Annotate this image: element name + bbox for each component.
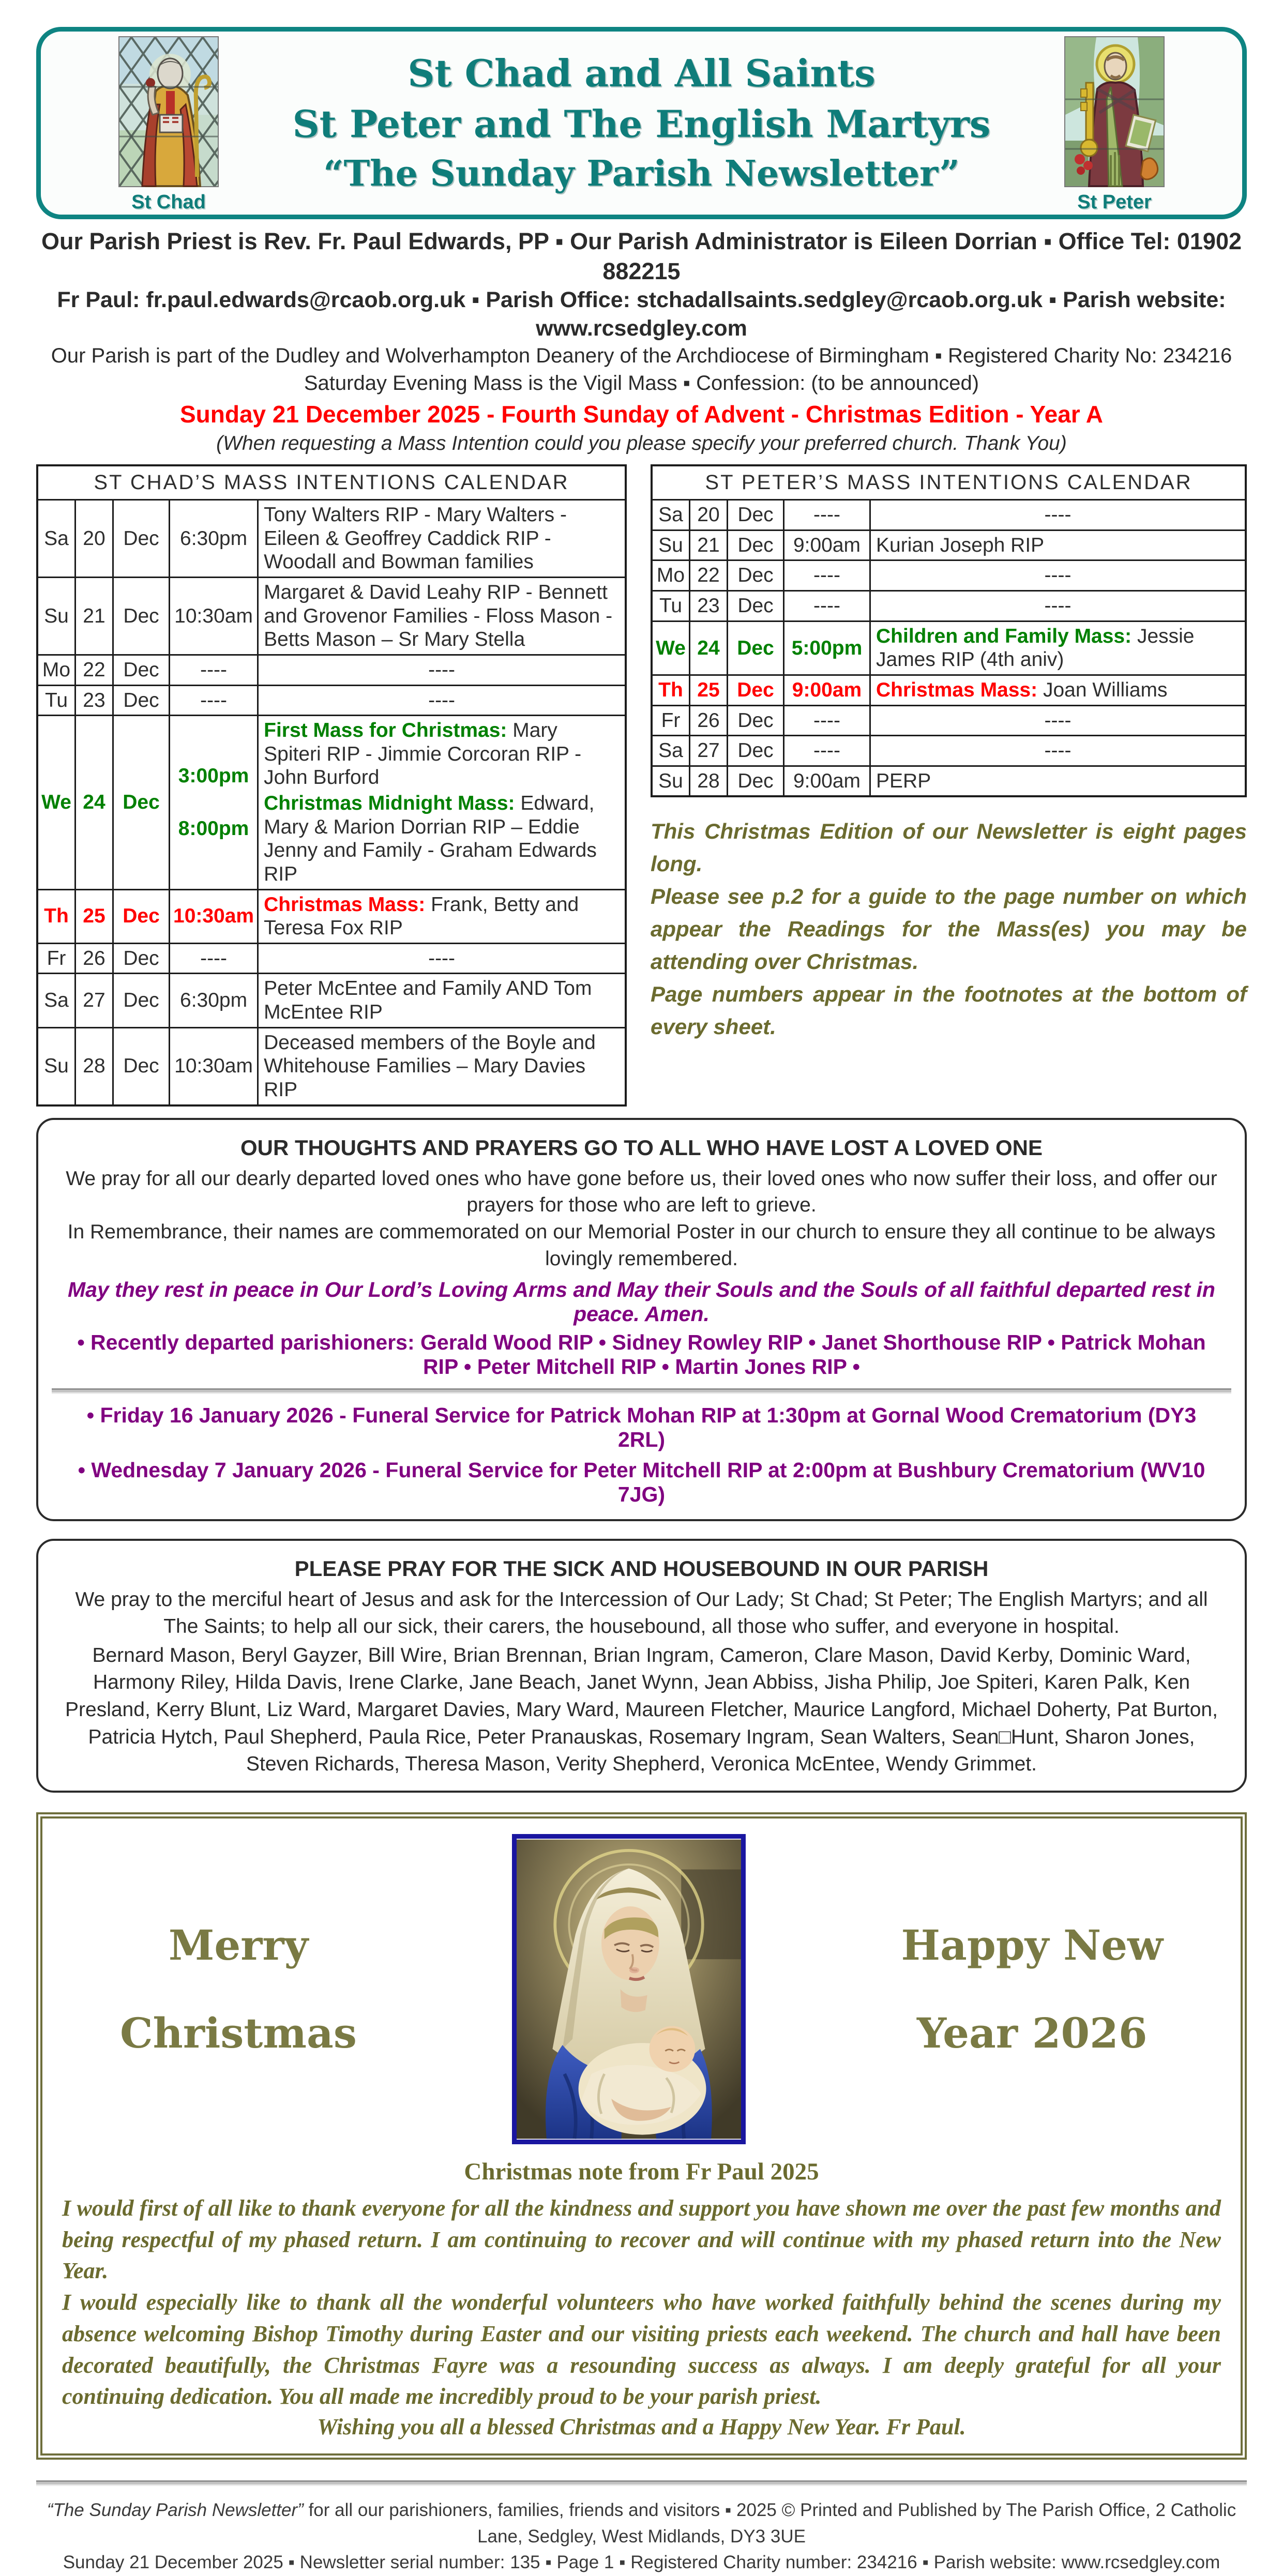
month-cell: Dec	[728, 736, 784, 766]
date-cell: 27	[76, 974, 113, 1027]
st-chad-stained-glass-image	[118, 36, 219, 187]
funeral-notice-2: • Wednesday 7 January 2026 - Funeral Service for Peter Mitchell RIP at 2:00pm at Bushbury Crematorium (WV10 7JG)	[78, 1458, 1205, 1507]
st-peter-table-title: ST PETER’S MASS INTENTIONS CALENDAR	[652, 465, 1246, 499]
day-cell: Tu	[652, 591, 690, 622]
day-cell: We	[652, 621, 690, 675]
time-cell: 10:30am	[170, 578, 258, 655]
date-cell: 24	[690, 621, 728, 675]
mass-tables	[36, 464, 1247, 1106]
month-cell: Dec	[113, 1027, 170, 1105]
edition-date-line: Sunday 21 December 2025 - Fourth Sunday of Advent - Christmas Edition - Year A	[179, 400, 1104, 428]
christmas-greetings	[58, 1834, 1225, 2144]
christmas-edition-note	[651, 815, 1247, 1043]
christmas-eve-row	[652, 621, 1246, 675]
intention-cell	[870, 621, 1246, 675]
thoughts-prayers-box	[36, 1118, 1247, 1521]
priest-admin-line: Our Parish Priest is Rev. Fr. Paul Edwards, PP ▪ Our Parish Administrator is Eileen Dorrian ▪ Office Tel: 01902 882215	[41, 228, 1242, 284]
date-cell: 25	[690, 675, 728, 705]
footer-line-2: Sunday 21 December 2025 ▪ Newsletter serial number: 135 ▪ Page 1 ▪ Registered Charity number: 234216 ▪ Parish website: www.rcsedgley.com	[63, 2552, 1220, 2573]
table-row	[37, 943, 626, 974]
parish-title-2: St Peter and The English Martyrs	[292, 102, 991, 146]
table-row	[652, 591, 1246, 622]
day-cell: Sa	[652, 736, 690, 766]
intention-cell: ----	[870, 560, 1246, 591]
st-chad-table-title: ST CHAD’S MASS INTENTIONS CALENDAR	[37, 465, 626, 499]
time-cell: ----	[170, 655, 258, 685]
mass-text: Mary Spiteri RIP - Jimmie Corcoran RIP - John Burford	[264, 719, 582, 789]
table-row	[652, 736, 1246, 766]
greeting-word: Year 2026	[916, 2008, 1148, 2057]
time-cell: 6:30pm	[170, 500, 258, 578]
date-cell: 23	[690, 591, 728, 622]
month-cell: Dec	[728, 591, 784, 622]
intention-cell	[258, 716, 626, 889]
day-cell: Mo	[652, 560, 690, 591]
fr-paul-paragraph-1: I would first of all like to thank everyone for all the kindness and support you have shown me over the past few months and being respectful of my phased return. I am continuing to recover and will continue with my phased return into the New Year.	[62, 2195, 1221, 2284]
st-peter-figure	[1064, 36, 1165, 214]
happy-new-year-greeting	[901, 1920, 1163, 2057]
merry-christmas-greeting	[120, 1920, 357, 2057]
intention-cell: ----	[870, 500, 1246, 531]
date-cell: 28	[690, 766, 728, 796]
fr-paul-note-title: Christmas note from Fr Paul 2025	[464, 2158, 819, 2185]
christmas-day-row	[652, 675, 1246, 705]
month-cell: Dec	[728, 766, 784, 796]
fr-paul-closing: Wishing you all a blessed Christmas and a Happy New Year. Fr Paul.	[317, 2414, 966, 2439]
sick-paragraph: We pray to the merciful heart of Jesus and ask for the Intercession of Our Lady; St Chad; St Peter; The English Martyrs; and all The Saints; to help all our sick, their carers, the housebound, all those who suffer, and everyone in hospital.	[75, 1588, 1208, 1638]
day-cell: Su	[37, 578, 76, 655]
email-website-line: Fr Paul: fr.paul.edwards@rcaob.org.uk ▪ Parish Office: stchadallsaints.sedgley@rcaob.org.uk ▪ Parish website: www.rcsedgley.com	[57, 287, 1226, 341]
date-cell: 20	[76, 500, 113, 578]
intention-cell	[870, 675, 1246, 705]
table-row	[652, 500, 1246, 531]
intention-cell: ----	[870, 736, 1246, 766]
table-row	[652, 766, 1246, 796]
mass-text: Edward, Mary & Marion Dorrian RIP – Eddie Jenny and Family - Graham Edwards RIP	[264, 792, 597, 885]
intention-cell: Kurian Joseph RIP	[870, 530, 1246, 560]
intention-cell: ----	[870, 705, 1246, 736]
mass-title: Children and Family Mass:	[876, 625, 1132, 647]
date-cell: 20	[690, 500, 728, 531]
sick-box-title: PLEASE PRAY FOR THE SICK AND HOUSEBOUND IN OUR PARISH	[294, 1556, 989, 1581]
midnight-mass-block	[264, 792, 620, 886]
vigil-confession-line: Saturday Evening Mass is the Vigil Mass ▪ Confession: (to be announced)	[304, 372, 979, 395]
intention-cell: Margaret & David Leahy RIP - Bennett and Grovenor Families - Floss Mason - Betts Mason – Sr Mary Stella	[258, 578, 626, 655]
greeting-word: Christmas	[120, 2008, 357, 2057]
date-cell: 25	[76, 889, 113, 943]
month-cell: Dec	[113, 500, 170, 578]
mass-time: 3:00pm	[178, 765, 249, 787]
mass-title: Christmas Midnight Mass:	[264, 792, 515, 815]
masthead	[36, 27, 1247, 219]
table-row	[37, 685, 626, 716]
time-cell: 5:00pm	[784, 621, 870, 675]
st-peter-stained-glass-image	[1064, 36, 1165, 187]
st-chad-mass-table	[36, 464, 627, 1106]
parish-title-1: St Chad and All Saints	[407, 51, 876, 95]
edition-note-line2: Please see p.2 for a guide to the page number on which appear the Readings for the Mass(es) you may be attending over Christmas.	[651, 884, 1247, 974]
madonna-and-child-image	[512, 1834, 746, 2144]
mass-intention-note: (When requesting a Mass Intention could you please specify your preferred church. Thank You)	[216, 432, 1067, 454]
intention-cell	[258, 889, 626, 943]
month-cell: Dec	[113, 889, 170, 943]
date-cell: 21	[76, 578, 113, 655]
st-chad-column	[36, 464, 627, 1106]
day-cell: Fr	[652, 705, 690, 736]
departed-paragraph-1: We pray for all our dearly departed loved ones who have gone before us, their loved ones who now suffer their loss, and offer our prayers for those who are left to grieve.	[66, 1167, 1217, 1217]
intention-cell: Tony Walters RIP - Mary Walters - Eileen & Geoffrey Caddick RIP - Woodall and Bowman families	[258, 500, 626, 578]
month-cell: Dec	[113, 685, 170, 716]
christmas-eve-row	[37, 716, 626, 889]
christmas-day-row	[37, 889, 626, 943]
time-cell: ----	[784, 591, 870, 622]
day-cell: Su	[652, 530, 690, 560]
intention-cell: ----	[870, 591, 1246, 622]
time-cell: ----	[784, 705, 870, 736]
section-divider	[52, 1388, 1231, 1394]
footer-publisher-info: for all our parishioners, families, friends and visitors ▪ 2025 © Printed and Published by The Parish Office, 2 Catholic Lane, Sedgley, West Midlands, DY3 3UE	[303, 2499, 1236, 2547]
edition-note-line3: Page numbers appear in the footnotes at the bottom of every sheet.	[651, 982, 1247, 1039]
day-cell: Th	[37, 889, 76, 943]
table-header-row	[652, 465, 1246, 499]
day-cell: Tu	[37, 685, 76, 716]
intention-cell: ----	[258, 943, 626, 974]
st-peter-column	[651, 464, 1247, 1043]
funeral-notice-1: • Friday 16 January 2026 - Funeral Service for Patrick Mohan RIP at 1:30pm at Gornal Wood Crematorium (DY3 2RL)	[86, 1403, 1197, 1452]
masthead-titles	[219, 41, 1064, 205]
month-cell: Dec	[728, 621, 784, 675]
date-cell: 27	[690, 736, 728, 766]
month-cell: Dec	[728, 560, 784, 591]
st-peter-caption: St Peter	[1077, 191, 1152, 213]
date-cell: 22	[690, 560, 728, 591]
sick-names-list: Bernard Mason, Beryl Gayzer, Bill Wire, Brian Brennan, Brian Ingram, Cameron, Clare Mason, David Kerby, Dominic Ward, Harmony Riley, Hilda Davis, Irene Clarke, Jane Beach, Janet Wynn, Jean Abbiss, Jisha Philip, Joe Spiteri, Karen Palk, Ken Presland, Kerry Blunt, Liz Ward, Margaret Davies, Mary Ward, Maureen Fletcher, Maurice Langford, Michael Doherty, Pat Burton, Patricia Hytch, Paul Shepherd, Paula Rice, Peter Pranauskas, Rosemary Ingram, Sean Walters, Sean□Hunt, Sharon Jones, Steven Richards, Theresa Mason, Verity Shepherd, Veronica McEntee, Wendy Grimmet.	[65, 1644, 1218, 1776]
date-cell: 26	[690, 705, 728, 736]
christmas-card-box	[36, 1812, 1247, 2460]
intention-cell: ----	[258, 655, 626, 685]
st-chad-figure	[118, 36, 219, 214]
greeting-word: Happy New	[901, 1920, 1163, 1969]
month-cell: Dec	[728, 705, 784, 736]
date-cell: 26	[76, 943, 113, 974]
time-cell: ----	[784, 500, 870, 531]
day-cell: Su	[37, 1027, 76, 1105]
footer-divider	[36, 2480, 1247, 2486]
day-cell: Su	[652, 766, 690, 796]
rest-in-peace-prayer: May they rest in peace in Our Lord’s Loving Arms and May their Souls and the Souls of all faithful departed rest in peace. Amen.	[68, 1278, 1215, 1326]
departed-paragraph-2: In Remembrance, their names are commemorated on our Memorial Poster in our church to ensure they all continue to be always lovingly remembered.	[67, 1221, 1216, 1270]
contact-block	[36, 226, 1247, 456]
newsletter-page	[0, 27, 1283, 2573]
first-mass-block	[264, 719, 620, 790]
intention-cell: PERP	[870, 766, 1246, 796]
sick-housebound-box	[36, 1539, 1247, 1793]
footer-line-1	[36, 2497, 1247, 2550]
month-cell: Dec	[728, 675, 784, 705]
time-cell: 10:30am	[170, 1027, 258, 1105]
time-cell	[170, 716, 258, 889]
table-row	[652, 530, 1246, 560]
time-cell: 6:30pm	[170, 974, 258, 1027]
day-cell: Mo	[37, 655, 76, 685]
table-row	[652, 560, 1246, 591]
month-cell: Dec	[113, 974, 170, 1027]
day-cell: Sa	[37, 500, 76, 578]
deanery-charity-line: Our Parish is part of the Dudley and Wolverhampton Deanery of the Archdiocese of Birmingham ▪ Registered Charity No: 234216	[51, 344, 1232, 368]
time-cell: 9:00am	[784, 766, 870, 796]
thoughts-box-title: OUR THOUGHTS AND PRAYERS GO TO ALL WHO HAVE LOST A LOVED ONE	[240, 1135, 1043, 1160]
recently-departed-list: • Recently departed parishioners: Gerald Wood RIP • Sidney Rowley RIP • Janet Shorthouse RIP • Patrick Mohan RIP • Peter Mitchell RIP • Martin Jones RIP •	[77, 1330, 1206, 1379]
table-row	[37, 500, 626, 578]
day-cell: Sa	[652, 500, 690, 531]
mass-title: Christmas Mass:	[264, 893, 426, 916]
month-cell: Dec	[113, 943, 170, 974]
intention-cell: Deceased members of the Boyle and Whitehouse Families – Mary Davies RIP	[258, 1027, 626, 1105]
table-row	[37, 1027, 626, 1105]
date-cell: 22	[76, 655, 113, 685]
month-cell: Dec	[728, 500, 784, 531]
table-row	[652, 705, 1246, 736]
intention-cell: Peter McEntee and Family AND Tom McEntee RIP	[258, 974, 626, 1027]
date-cell: 24	[76, 716, 113, 889]
day-cell: Th	[652, 675, 690, 705]
greeting-word: Merry	[168, 1920, 309, 1969]
table-header-row	[37, 465, 626, 499]
table-row	[37, 974, 626, 1027]
date-cell: 28	[76, 1027, 113, 1105]
time-cell: 10:30am	[170, 889, 258, 943]
table-row	[37, 655, 626, 685]
edition-note-line1: This Christmas Edition of our Newsletter is eight pages long.	[651, 819, 1247, 876]
time-cell: ----	[784, 736, 870, 766]
month-cell: Dec	[113, 716, 170, 889]
st-chad-caption: St Chad	[131, 191, 206, 213]
mass-text: Frank, Betty and Teresa Fox RIP	[264, 893, 579, 940]
day-cell: Fr	[37, 943, 76, 974]
date-cell: 21	[690, 530, 728, 560]
time-cell: ----	[784, 560, 870, 591]
newsletter-title: “The Sunday Parish Newsletter”	[323, 153, 960, 194]
day-cell: Sa	[37, 974, 76, 1027]
fr-paul-note	[58, 2158, 1225, 2440]
time-cell: ----	[170, 943, 258, 974]
month-cell: Dec	[113, 578, 170, 655]
time-cell: 9:00am	[784, 675, 870, 705]
page-footer	[36, 2497, 1247, 2576]
date-cell: 23	[76, 685, 113, 716]
st-peter-mass-table	[651, 464, 1247, 797]
table-row	[37, 578, 626, 655]
mass-time: 8:00pm	[178, 817, 249, 840]
month-cell: Dec	[113, 655, 170, 685]
mass-title: Christmas Mass:	[876, 678, 1038, 701]
time-cell: ----	[170, 685, 258, 716]
intention-cell: ----	[258, 685, 626, 716]
day-cell: We	[37, 716, 76, 889]
month-cell: Dec	[728, 530, 784, 560]
mass-text: Joan Williams	[1037, 678, 1168, 701]
fr-paul-paragraph-2: I would especially like to thank all the wonderful volunteers who have worked faithfully behind the scenes during my absence welcoming Bishop Timothy during Easter and our visiting priests each weekend. The church and hall have been decorated beautifully, the Christmas Fayre was a resounding success as always. I am deeply grateful for all your continuing dedication. You all made me incredibly proud to be your parish priest.	[62, 2290, 1221, 2410]
mass-title: First Mass for Christmas:	[264, 719, 507, 742]
footer-newsletter-title: “The Sunday Parish Newsletter”	[47, 2499, 304, 2520]
time-cell: 9:00am	[784, 530, 870, 560]
mass-text: Jessie James RIP (4th aniv)	[876, 625, 1195, 671]
